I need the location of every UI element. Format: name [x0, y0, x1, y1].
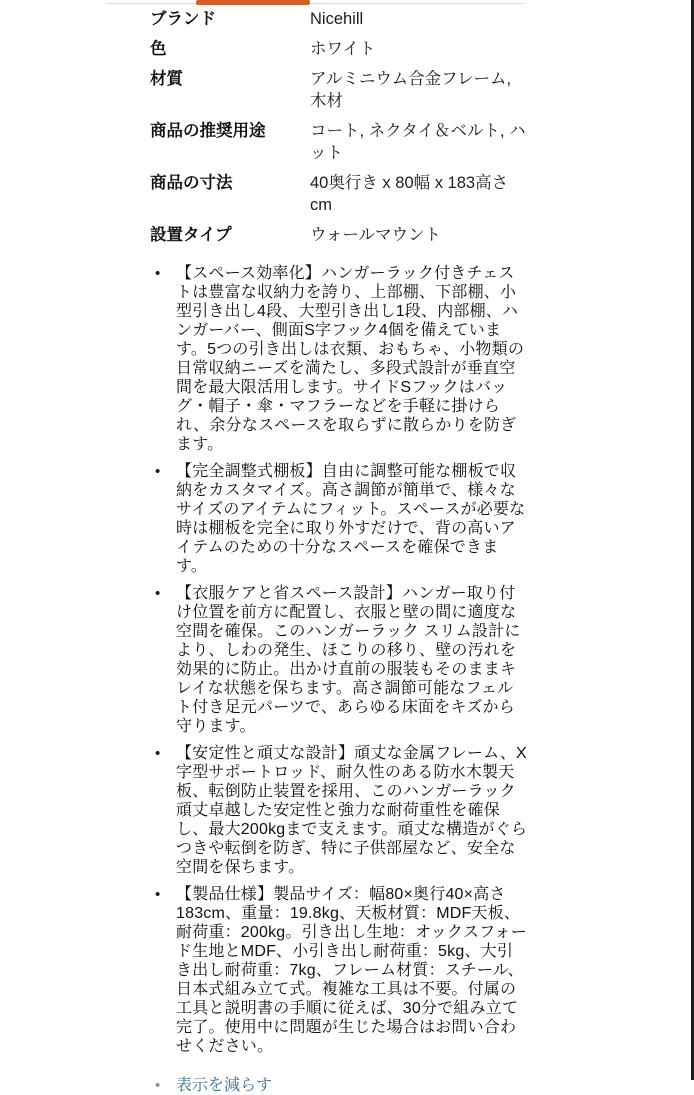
bullet-icon: • — [155, 265, 161, 282]
spec-row-mount-type — [150, 224, 528, 246]
spec-value: 40奥行き x 80幅 x 183高さ cm — [310, 174, 509, 214]
bullet-icon: • — [155, 1077, 161, 1094]
spec-label: 商品の寸法 — [150, 174, 233, 192]
spec-table — [150, 8, 528, 246]
spec-value: コート, ネクタイ＆ベルト, ハット — [310, 122, 526, 162]
bullet-icon: • — [155, 886, 161, 903]
bullet-text: 【安定性と頑丈な設計】頑丈な金属フレーム、X字型サポートロッド、耐久性のある防水木製天板、転倒防止装置を採用、このハンガーラック 頑丈卓越した安定性と強力な耐荷重性を確保し、最大200kgまで支えます。頑丈な構造がぐらつきや転倒を防ぎ、特に子供部屋など、安全な空間を保ちます。 — [176, 745, 528, 876]
show-less-row — [150, 1076, 528, 1095]
spec-row-material — [150, 68, 528, 112]
list-item — [150, 885, 528, 1056]
list-item — [150, 462, 528, 576]
tab-underline-track — [107, 3, 523, 4]
bullet-icon: • — [155, 745, 161, 762]
spec-label: 設置タイプ — [150, 226, 232, 244]
spec-value: ホワイト — [310, 40, 376, 58]
bullet-text: 【製品仕様】製品サイズ：幅80×奥行40×高さ183cm、重量：19.8kg、天板材質：MDF天板、耐荷重：200kg。引き出し生地：オックスフォード生地とMDF、小引き出し耐荷重：5kg、大引き出し耐荷重：7kg、フレーム材質：スチール、日本式組み立て式。複雑な工具は不要。付属の工具と説明書の手順に従えば、30分で組み立て完了。使用中に問題が生じた場合はお問い合わせください。 — [176, 886, 527, 1055]
bullet-text: 【衣服ケアと省スペース設計】ハンガー取り付け位置を前方に配置し、衣服と壁の間に適度な空間を確保。このハンガーラック スリム設計により、しわの発生、ほこりの移り、壁の汚れを効果的に防止。出かけ直前の服装もそのままキレイな状態を保ちます。高さ調節可能なフェルト付き足元パーツで、あらゆる床面をキズから守ります。 — [176, 585, 521, 735]
bullet-icon: • — [155, 463, 161, 480]
list-item — [150, 744, 528, 877]
spec-row-color — [150, 38, 528, 60]
show-less-link[interactable]: 表示を減らす — [176, 1077, 273, 1094]
spec-row-recommended-use — [150, 120, 528, 164]
list-item — [150, 264, 528, 454]
bullet-text: 【完全調整式棚板】自由に調整可能な棚板で収納をカスタマイズ。高さ調節が簡単で、様々なサイズのアイテムにフィット。スペースが必要な時は棚板を完全に取り外すだけで、背の高いアイテムのための十分なスペースを確保できます。 — [176, 463, 526, 575]
active-tab-indicator — [196, 0, 310, 5]
spec-value: アルミニウム合金フレーム, 木材 — [310, 70, 512, 110]
spec-label: 材質 — [150, 70, 183, 88]
spec-row-dimensions — [150, 172, 528, 216]
bullet-text: 【スペース効率化】ハンガーラック付きチェストは豊富な収納力を誇り、上部棚、下部棚、小型引き出し4段、大型引き出し1段、内部棚、ハンガーバー、側面S字フック4個を備えています。5つの引き出しは衣類、おもちゃ、小物類の日常収納ニーズを満たし、多段式設計が垂直空間を最大限活用します。サイドSフックはバッグ・帽子・傘・マフラーなどを手軽に掛けられ、余分なスペースを取らずに散らかりを防ぎます。 — [176, 265, 525, 453]
spec-row-brand — [150, 8, 528, 30]
spec-label: 商品の推奨用途 — [150, 122, 266, 140]
list-item — [150, 584, 528, 736]
about-item-bullet-list — [150, 264, 528, 1095]
spec-value: Nicehill — [310, 10, 364, 28]
spec-value: ウォールマウント — [310, 226, 442, 244]
spec-label: 色 — [150, 40, 167, 58]
spec-label: ブランド — [150, 10, 216, 28]
bullet-icon: • — [155, 585, 161, 602]
tab-underline-strip — [107, 0, 523, 8]
product-info-content — [150, 8, 528, 1095]
